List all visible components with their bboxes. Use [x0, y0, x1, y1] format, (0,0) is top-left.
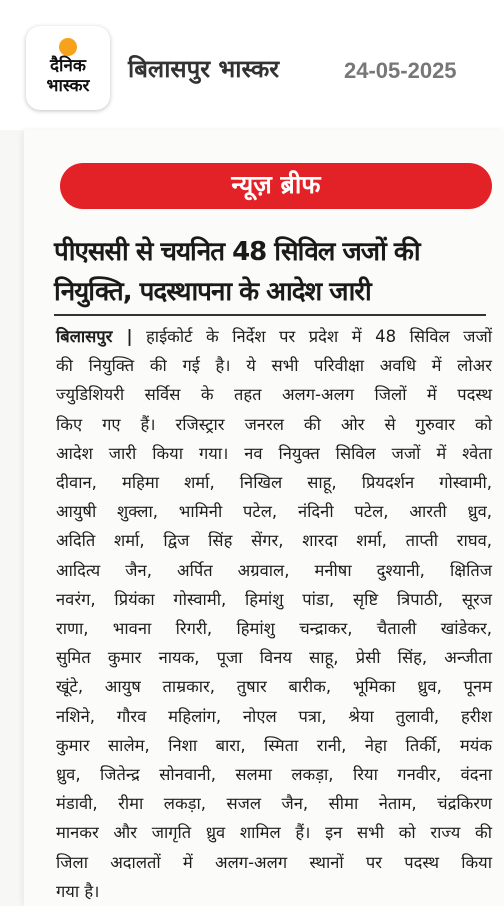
logo-text-line1: दैनिक	[50, 56, 86, 76]
article-dateline: बिलासपुर |	[56, 327, 133, 346]
body-line: किए गए हैं। रजिस्ट्रार जनरल की ओर से गुरुवार को	[56, 414, 492, 434]
body-line: जिला अदालतों में अलग-अलग स्थानों पर पदस्थ किया	[56, 852, 492, 872]
sun-icon	[59, 38, 77, 56]
body-line: दीवान, महिमा शर्मा, निखिल साहू, प्रियदर्शन गोस्वामी,	[56, 473, 492, 493]
body-line: खूंटे, आयुष ताम्रकार, तुषार बारीक, भूमिका ध्रुव, पूनम	[56, 677, 492, 697]
news-brief-label: न्यूज़ ब्रीफ	[231, 170, 321, 199]
body-line: आदेश जारी किया गया। नव नियुक्त सिविल जजों में श्वेता	[56, 443, 492, 463]
news-brief-banner	[60, 163, 492, 209]
body-line: मंडावी, रीमा लकड़ा, सजल जैन, सीमा नेताम, चंद्रकिरण	[56, 794, 492, 814]
article-headline	[54, 232, 484, 312]
publication-name[interactable]: बिलासपुर भास्कर	[128, 55, 280, 83]
article-body	[56, 322, 492, 906]
headline-line-2: नियुक्ति, पदस्थापना के आदेश जारी	[54, 277, 371, 307]
publication-logo[interactable]	[26, 26, 110, 110]
body-line: ज्युडिशियरी सर्विस के तहत अलग-अलग जिलों में पदस्थ	[56, 385, 492, 405]
body-line: कुमार सालेम, निशा बारा, स्मिता रानी, नेहा तिर्की, मयंक	[56, 735, 492, 755]
post-header	[0, 0, 504, 126]
body-line: आदित्य जैन, अर्पित अग्रवाल, मनीषा दुश्यानी, क्षितिज	[56, 560, 492, 580]
body-line: आयुषी शुक्ला, भामिनी पटेल, नंदिनी पटेल, आरती ध्रुव,	[56, 502, 492, 522]
body-line: अदिति शर्मा, द्विज सिंह सेंगर, शारदा शर्मा, ताप्ती राघव,	[56, 531, 492, 551]
body-line: नवरंग, प्रियंका गोस्वामी, हिमांशु पांडा, सृष्टि त्रिपाठी, सूरज	[56, 589, 492, 609]
logo-text-line2: भास्कर	[46, 76, 90, 96]
body-line: सुमित कुमार नायक, पूजा विनय साहू, प्रेसी सिंह, अन्जीता	[56, 648, 492, 668]
body-line-last: गया है।	[56, 881, 100, 901]
headline-divider	[54, 314, 486, 316]
body-line: बिलासपुर | हाईकोर्ट के निर्देश पर प्रदेश में 48 सिविल जजों	[56, 327, 493, 346]
body-line: मानकर और जागृति ध्रुव शामिल हैं। इन सभी को राज्य की	[56, 823, 492, 843]
headline-line-1: पीएससी से चयनित 48 सिविल जजों की	[54, 237, 420, 267]
body-line: नशिने, गौरव महिलांग, नोएल पत्रा, श्रेया तुलावी, हरीश	[56, 706, 492, 726]
publication-date: 24-05-2025	[344, 58, 457, 83]
body-line: राणा, भावना रिगरी, हिमांशु चन्द्राकर, चैताली खांडेकर,	[56, 619, 492, 639]
body-line: ध्रुव, जितेन्द्र सोनवानी, सलमा लकड़ा, रिया गनवीर, वंदना	[56, 765, 492, 785]
body-line: की नियुक्ति की गई है। ये सभी परिवीक्षा अवधि में लोअर	[56, 356, 492, 376]
